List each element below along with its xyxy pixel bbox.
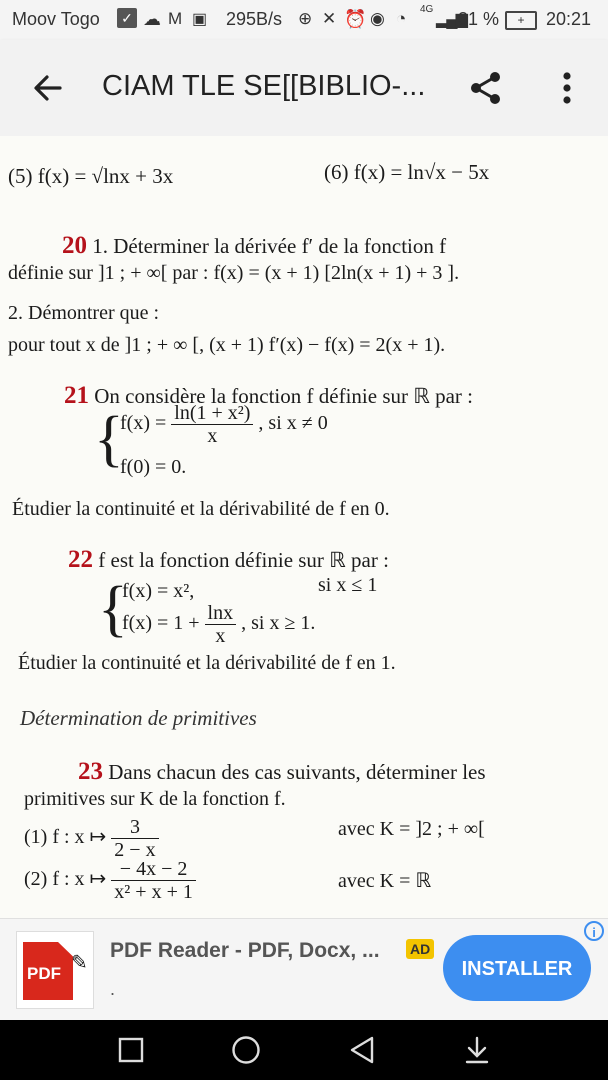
navigation-bar <box>0 1020 608 1080</box>
alarm-icon: ⏰ <box>344 9 367 29</box>
exercise-number: 20 <box>62 232 87 259</box>
exercise-number: 21 <box>64 382 89 409</box>
home-icon[interactable] <box>231 1035 261 1065</box>
case-condition: , si x ≠ 0 <box>258 412 328 435</box>
ex23-line1 <box>78 758 486 786</box>
ex19-item6: (6) f(x) = ln√x − 5x <box>324 160 490 184</box>
ex22-question: Étudier la continuité et la dérivabilité de f en 1. <box>18 652 396 674</box>
pen-icon: ✎ <box>71 952 88 974</box>
carrier-label: Moov Togo <box>12 9 100 29</box>
book-icon: ▣ <box>192 11 208 28</box>
clock: 20:21 <box>546 9 592 29</box>
ex23-item2 <box>24 858 196 903</box>
ex23-item2-domain: avec K = ℝ <box>338 870 432 892</box>
fraction-numerator: lnx <box>205 602 237 625</box>
ex21-question: Étudier la continuité et la dérivabilité de f en 0. <box>12 498 390 520</box>
ex22-text1: f est la fonction définie sur ℝ par : <box>98 548 389 572</box>
ex23-line2: primitives sur K de la fonction f. <box>24 788 286 810</box>
item-lhs: (2) f : x ↦ <box>24 868 107 891</box>
status-bar <box>0 0 608 40</box>
ex20-line4: pour tout x de ]1 ; + ∞ [, (x + 1) f′(x) − f(x) = 2(x + 1). <box>8 334 446 356</box>
ex20-line3: 2. Démontrer que : <box>8 302 160 324</box>
exercise-number: 23 <box>78 758 103 785</box>
recents-icon[interactable] <box>118 1037 144 1063</box>
fraction-denominator: x <box>207 425 218 447</box>
ad-subtitle: . <box>110 979 116 999</box>
fraction-numerator: 3 <box>111 816 158 839</box>
logo-text: PDF <box>27 964 61 983</box>
pdf-page[interactable] <box>0 136 608 918</box>
ex23-item1-domain: avec K = ]2 ; + ∞[ <box>338 818 485 840</box>
sync-icon: ⊕ <box>298 9 313 28</box>
ex23-text1: Dans chacun des cas suivants, déterminer les <box>108 760 486 784</box>
more-vertical-icon[interactable] <box>552 68 582 108</box>
fraction <box>171 402 253 447</box>
notification-pulldown-icon[interactable] <box>464 1035 490 1065</box>
document-title: CIAM TLE SE[[BIBLIO-... <box>102 70 426 102</box>
ex23-item1 <box>24 816 159 861</box>
battery-icon: + <box>505 11 537 30</box>
ad-app-name[interactable]: PDF Reader - PDF, Docx, ... <box>110 939 380 962</box>
ad-info-icon[interactable]: i <box>584 921 604 941</box>
fraction <box>205 602 237 647</box>
case-condition: , si x ≥ 1. <box>241 612 316 635</box>
fraction-denominator: 2 − x <box>114 839 156 861</box>
ex22-case2 <box>122 602 315 647</box>
wifi-icon: ◔ <box>396 9 407 28</box>
install-button[interactable]: INSTALLER <box>443 935 591 1001</box>
check-icon: ✓ <box>117 8 137 28</box>
fraction <box>111 816 158 861</box>
ad-badge: AD <box>406 939 434 959</box>
fraction-numerator: − 4x − 2 <box>111 858 196 881</box>
fraction <box>111 858 196 903</box>
signal-icon: ▂▄▆ <box>436 11 466 28</box>
network-type: 4G <box>420 4 434 15</box>
ex19-item5: (5) f(x) = √lnx + 3x <box>8 164 174 188</box>
ex20-text1: 1. Déterminer la dérivée f′ de la fonction f <box>92 234 447 258</box>
fraction-denominator: x² + x + 1 <box>114 881 193 903</box>
battery-percent: 31 % <box>458 9 500 29</box>
ex20-line1 <box>62 232 446 260</box>
exercise-number: 22 <box>68 546 93 573</box>
item-lhs: (1) f : x ↦ <box>24 826 107 849</box>
app-bar <box>0 40 608 136</box>
section-title: Détermination de primitives <box>20 706 257 730</box>
ex21-case2: f(0) = 0. <box>120 456 187 478</box>
back-arrow-icon[interactable] <box>28 68 68 108</box>
ex21-case1 <box>120 402 328 447</box>
fraction-numerator: ln(1 + x²) <box>171 402 253 425</box>
brace: { <box>94 405 124 473</box>
mute-icon: ✕ <box>322 9 337 28</box>
eye-icon: ◉ <box>370 9 385 28</box>
case-lhs: f(x) = 1 + <box>122 612 200 635</box>
ex22-case1-cond: si x ≤ 1 <box>318 574 378 596</box>
ex21-text1: On considère la fonction f définie sur ℝ par : <box>94 384 474 408</box>
brace: { <box>98 575 128 643</box>
back-icon[interactable] <box>348 1035 376 1065</box>
fraction-denominator: x <box>215 625 226 647</box>
cloud-icon: ☁ <box>143 9 161 29</box>
ex22-case1: f(x) = x², <box>122 580 195 602</box>
ex20-line2: définie sur ]1 ; + ∞[ par : f(x) = (x + 1) [2ln(x + 1) + 3 ]. <box>8 262 460 284</box>
network-speed: 295B/s <box>226 9 283 29</box>
app-logo[interactable] <box>16 931 94 1009</box>
case-lhs: f(x) = <box>120 412 167 435</box>
share-icon[interactable] <box>466 68 506 108</box>
ad-banner[interactable] <box>0 918 608 1021</box>
gmail-icon: M <box>168 9 183 28</box>
ex22-line1 <box>68 546 389 574</box>
